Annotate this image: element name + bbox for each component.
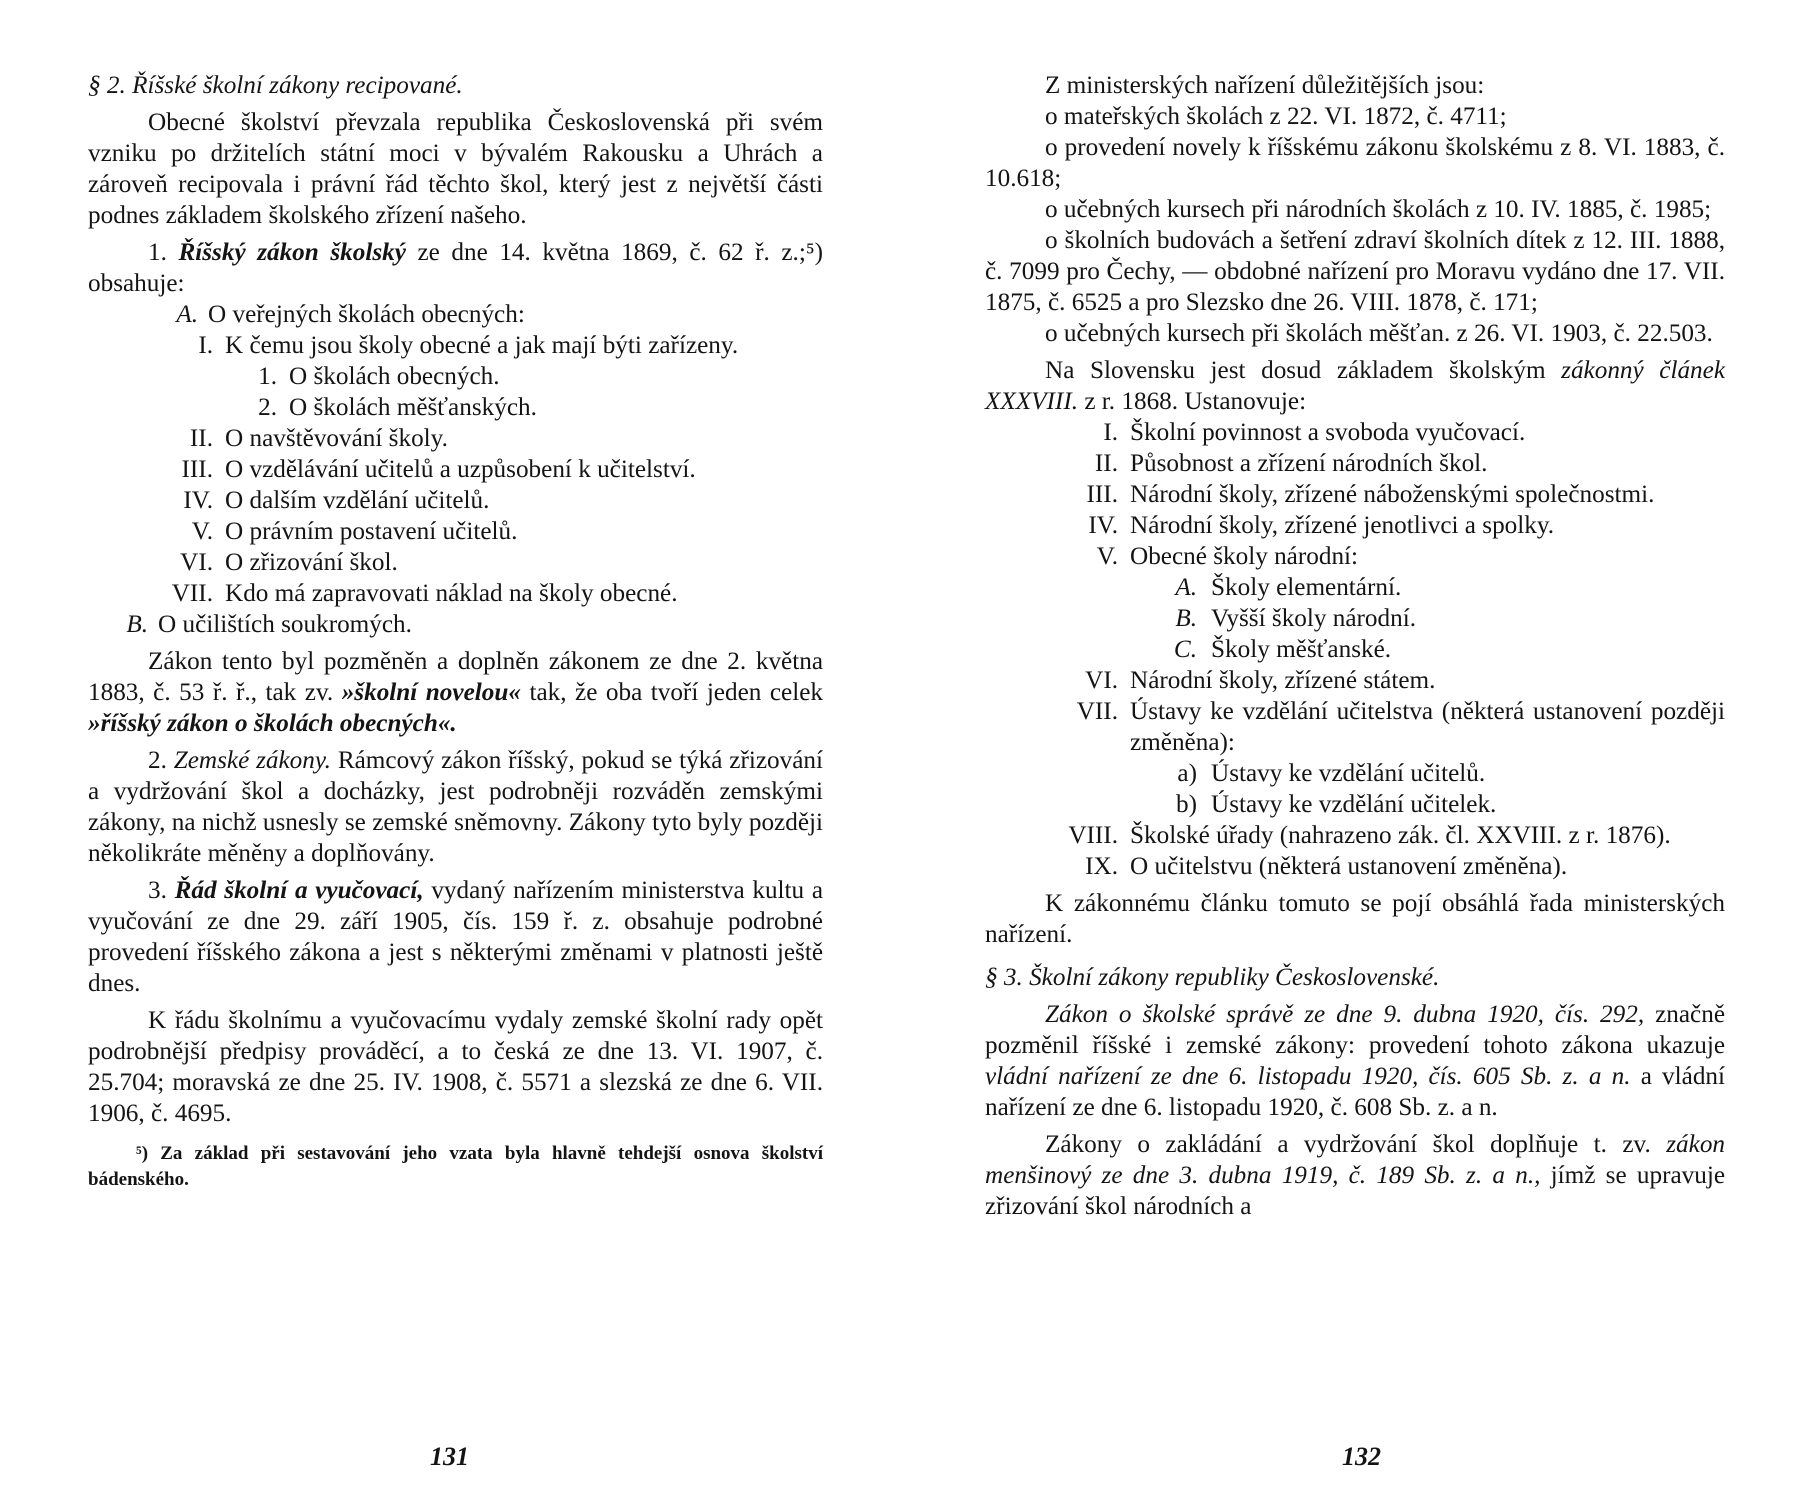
paragraph-zemske-zakony	[88, 745, 823, 869]
text-run-italic: »říšský zákon o školách obecných«.	[88, 710, 457, 737]
list-item-text: O zřizování škol.	[225, 549, 398, 576]
list-item-text: O učitelstvu (některá ustanovení změněna).	[1130, 853, 1568, 880]
list-item-text: Národní školy, zřízené jenotlivci a spolky.	[1130, 512, 1555, 539]
list-item-V-A	[985, 572, 1725, 603]
paragraph-rad-skolni	[88, 875, 823, 999]
list-item-text: O veřejných školách obecných:	[208, 301, 525, 328]
list-item-V	[985, 541, 1725, 572]
list-item-number: V.	[191, 518, 213, 545]
list-item-number: IX.	[1085, 853, 1118, 880]
list-item-number: C.	[1173, 636, 1197, 663]
list-item-text: O vzdělávání učitelů a uzpůsobení k učitelství.	[225, 456, 696, 483]
page-132	[985, 0, 1725, 1500]
list-item-number: VII.	[171, 580, 213, 607]
list-item-text: K čemu jsou školy obecné a jak mají býti zařízeny.	[225, 332, 739, 359]
list-item-VI	[985, 665, 1725, 696]
ministerial-item-1: o mateřských školách z 22. VI. 1872, č. 4711;	[1045, 103, 1507, 130]
list-item-number: B.	[1175, 605, 1197, 632]
text-run-italic: zákon menšinový ze dne 3. dubna 1919, č. 189 Sb. z. a n.,	[985, 1131, 1726, 1189]
list-item-text: Ústavy ke vzdělání učitelek.	[1211, 791, 1497, 818]
list-item-VII-b	[985, 789, 1725, 820]
paragraph-rest: Rámcový zákon říšský, pokud se týká zřizování a vydržování škol a docházky, jest podrobněji rozváděn zemskými zákony, na nichž usnesly se zemské sněmovny. Zákony tyto byly později několikráte měněny a doplňovány.	[88, 747, 824, 867]
list-item-text: Obecné školy národní:	[1130, 543, 1359, 570]
list-item-VII	[985, 696, 1725, 758]
list-item-number: II.	[189, 425, 213, 452]
list-item-number: I.	[198, 332, 213, 359]
list-item-text: Školy měšťanské.	[1211, 636, 1392, 663]
list-item-text: O školách měšťanských.	[289, 394, 537, 421]
list-item-number: IV.	[183, 487, 213, 514]
text-run-italic: vládní nařízení ze dne 6. listopadu 1920, čís. 605 Sb. z. a n.	[985, 1063, 1631, 1090]
text-run-italic: zákonný článek XXXVIII.	[985, 357, 1726, 415]
list-item-number: III.	[181, 456, 213, 483]
text-run: tak, že oba tvoří jeden celek	[529, 679, 823, 706]
list-item-VII	[88, 578, 823, 609]
list-item-number: A.	[1175, 574, 1197, 601]
list-item-text: Kdo má zapravovati náklad na školy obecné.	[225, 580, 678, 607]
text-run: jímž se upravuje zřizování škol národních a	[985, 1162, 1726, 1220]
list-item-III	[985, 479, 1725, 510]
list-item-number: VII.	[1076, 698, 1118, 725]
list-item-text: O dalším vzdělání učitelů.	[225, 487, 490, 514]
list-item-I-1	[88, 361, 823, 392]
list-item-III	[88, 454, 823, 485]
ministerial-item-5: o učebných kursech při školách měšťan. z 26. VI. 1903, č. 22.503.	[1045, 320, 1713, 347]
page-number: 132	[1342, 1442, 1381, 1471]
list-item-V-B	[985, 603, 1725, 634]
footnote-5: ⁵) Za základ při sestavování jeho vzata byla hlavně tehdejší osnova školství bádenského.	[88, 1143, 823, 1190]
list-item-text: Ústavy ke vzdělání učitelů.	[1211, 760, 1486, 787]
list-item-text: O právním postavení učitelů.	[225, 518, 518, 545]
list-item-number: a)	[1177, 760, 1197, 787]
list-item-text: Národní školy, zřízené náboženskými společnostmi.	[1130, 481, 1655, 508]
law-title: Říšský zákon školský	[178, 239, 406, 266]
list-item-number: IV.	[1088, 512, 1118, 539]
list-item-number: VIII.	[1068, 822, 1118, 849]
list-item-number: V.	[1096, 543, 1118, 570]
list-item-number: 2.	[258, 394, 277, 421]
list-item-B	[88, 609, 823, 640]
section-heading-3-text: § 3. Školní zákony republiky Československé.	[985, 964, 1440, 991]
paragraph-slovensko	[985, 355, 1725, 417]
text-run: Zákony o zakládání a vydržování škol doplňuje t. zv.	[1045, 1131, 1651, 1158]
ministerial-item-2: o provedení novely k říšskému zákonu školskému z 8. VI. 1883, č. 10.618;	[985, 134, 1725, 192]
page-number: 131	[430, 1442, 469, 1471]
list-item-IV	[985, 510, 1725, 541]
paragraph-skolska-sprava	[985, 999, 1725, 1123]
list-item-number: A.	[176, 301, 198, 328]
text-run: značně pozměnil říšské i zemské zákony: provedení tohoto zákona ukazuje	[985, 1001, 1725, 1059]
paragraph-zemske-rady: K řádu školnímu a vyučovacímu vydaly zemské školní rady opět podrobnější předpisy prováděcí, a to česká ze dne 13. VI. 1907, č. 25.704; moravská ze dne 25. IV. 1908, č. 5571 a slezská ze dne 6. VII. 1906, č. 4695.	[88, 1007, 823, 1127]
paragraph-mensinovy	[985, 1129, 1725, 1222]
paragraph-novela	[88, 646, 823, 739]
list-item-I	[985, 417, 1725, 448]
list-item-text: Národní školy, zřízené státem.	[1130, 667, 1436, 694]
list-item-text: Vyšší školy národní.	[1211, 605, 1417, 632]
page-132-body	[985, 70, 1725, 1222]
list-item-number: I.	[1103, 419, 1118, 446]
paragraph-intro: Obecné školství převzala republika Československá při svém vzniku po držitelích státní moci v bývalém Rakousku a Uhrách a zároveň recipovala i právní řád těchto škol, který jest z největší části podnes základem školského zřízení našeho.	[88, 109, 823, 229]
list-item-I-2	[88, 392, 823, 423]
list-item-text: Školy elementární.	[1211, 574, 1402, 601]
list-item-text: O navštěvování školy.	[225, 425, 448, 452]
section-heading-3	[985, 962, 1725, 993]
list-item-number: B.	[126, 611, 148, 638]
list-item-VII-a	[985, 758, 1725, 789]
list-item-number: III.	[1086, 481, 1118, 508]
list-item-A	[88, 299, 823, 330]
text-run: a vládní nařízení ze dne 6. listopadu 1920, č. 608 Sb. z. a n.	[985, 1063, 1726, 1121]
list-item-V-C	[985, 634, 1725, 665]
list-item-VI	[88, 547, 823, 578]
list-item-VIII	[985, 820, 1725, 851]
list-item-IV	[88, 485, 823, 516]
list-item-number: VI.	[1085, 667, 1118, 694]
paragraph-number: 1.	[148, 239, 167, 266]
ministerial-item-3: o učebných kursech při národních školách z 10. IV. 1885, č. 1985;	[1045, 196, 1712, 223]
list-item-I	[88, 330, 823, 361]
list-item-II	[88, 423, 823, 454]
law-title: Řád školní a vyučovací,	[174, 877, 424, 904]
ministerial-item-4: o školních budovách a šetření zdraví školních dítek z 12. III. 1888, č. 7099 pro Čechy, — obdobné nařízení pro Moravu vydáno dne 17. VII. 1875, č. 6525 a pro Slezsko dne 26. VIII. 1878, č. 171;	[985, 227, 1725, 316]
text-run: Zákon tento byl pozměněn a doplněn zákonem ze dne 2. května 1883, č. 53 ř. ř., tak zv.	[88, 648, 823, 706]
list-item-text: Působnost a zřízení národních škol.	[1130, 450, 1488, 477]
text-run: Na Slovensku jest dosud základem školským	[1045, 357, 1546, 384]
list-item-number: VI.	[180, 549, 213, 576]
text-run-italic: »školní novelou«	[341, 679, 521, 706]
page-131-body	[88, 70, 823, 1193]
list-item-IX	[985, 851, 1725, 882]
paragraph-ministerial-decrees: K zákonnému článku tomuto se pojí obsáhlá řada ministerských nařízení.	[985, 890, 1725, 948]
section-heading-2	[88, 70, 823, 101]
list-item-II	[985, 448, 1725, 479]
section-heading-2-text: § 2. Říšské školní zákony recipované.	[88, 72, 463, 99]
text-run: z r. 1868. Ustanovuje:	[1084, 388, 1307, 415]
list-item-number: b)	[1176, 791, 1197, 818]
paragraph-number: 2.	[148, 747, 167, 774]
text-run-italic: Zákon o školské správě ze dne 9. dubna 1920, čís. 292,	[1045, 1001, 1645, 1028]
list-item-text: Školní povinnost a svoboda vyučovací.	[1130, 419, 1526, 446]
paragraph-ministerial: Z ministerských nařízení důležitějších jsou:	[1045, 72, 1485, 99]
list-item-number: 1.	[258, 363, 277, 390]
paragraph-rest: vydaný nařízením ministerstva kultu a vyučování ze dne 29. září 1905, čís. 159 ř. z. obsahuje podrobné provedení říšského zákona a jest s některými změnami v platnosti ještě dnes.	[88, 877, 824, 997]
list-item-V	[88, 516, 823, 547]
list-item-text: Ústavy ke vzdělání učitelstva (některá ustanovení později změněna):	[1130, 698, 1725, 756]
page-131	[88, 0, 823, 1500]
list-item-text: O školách obecných.	[289, 363, 500, 390]
list-item-text: Školské úřady (nahrazeno zák. čl. XXVIII. z r. 1876).	[1130, 822, 1671, 849]
paragraph-rest: ze dne 14. května 1869, č. 62 ř. z.;⁵) obsahuje:	[88, 239, 823, 297]
list-item-number: II.	[1094, 450, 1118, 477]
list-item-text: O učilištích soukromých.	[158, 611, 412, 638]
law-title: Zemské zákony.	[173, 747, 331, 774]
paragraph-number: 3.	[148, 877, 167, 904]
paragraph-riss-law	[88, 237, 823, 299]
